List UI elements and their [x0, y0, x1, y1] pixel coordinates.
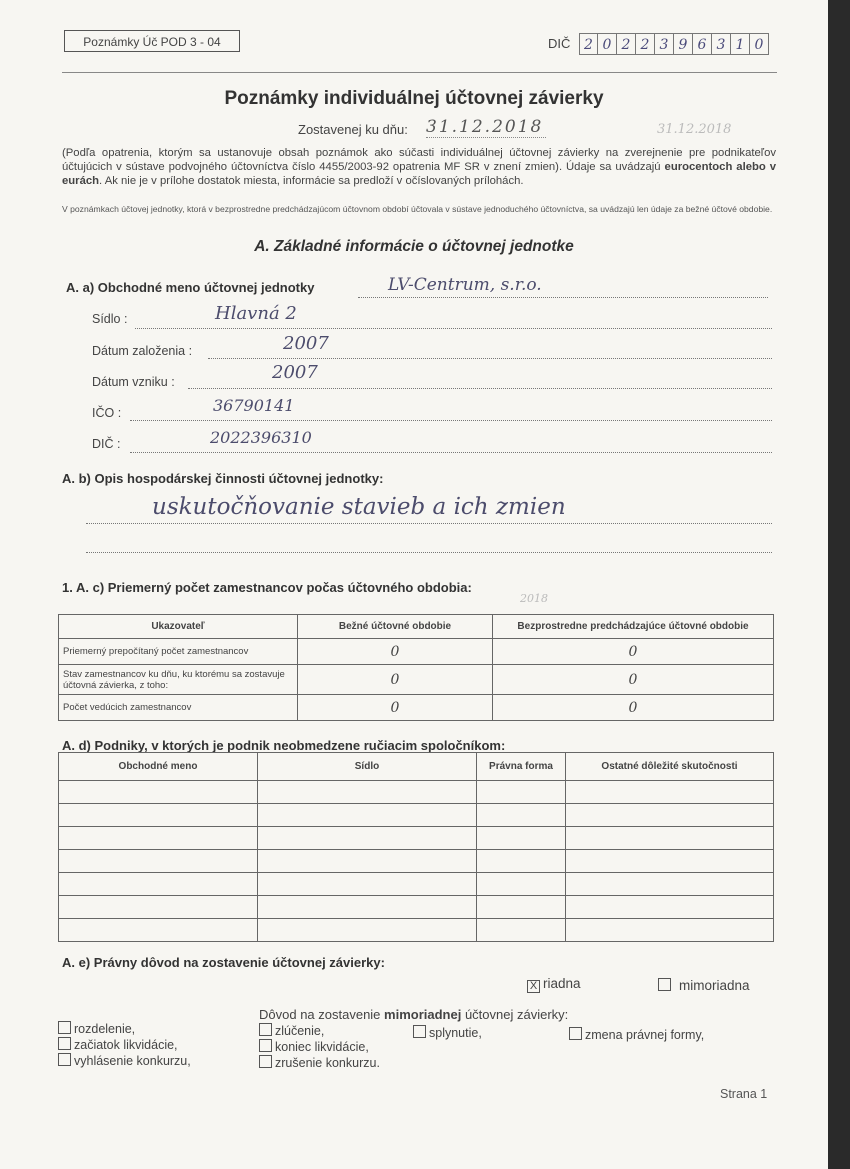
- option-extraordinary[interactable]: mimoriadna: [658, 978, 750, 993]
- dic-digit[interactable]: 2: [617, 33, 636, 55]
- field-value-founded[interactable]: 2007: [283, 333, 329, 354]
- checkbox[interactable]: [569, 1027, 582, 1040]
- row-label: Stav zamestnancov ku dňu, ku ktorému sa zostavuje účtovná závierka, z toho:: [59, 665, 298, 695]
- field-value-sidlo[interactable]: Hlavná 2: [215, 303, 297, 324]
- dic-digit[interactable]: 3: [712, 33, 731, 55]
- field-label-sidlo: Sídlo :: [92, 312, 128, 326]
- col-header: Bežné účtovné obdobie: [298, 615, 493, 639]
- form-code-box: Poznámky Úč POD 3 - 04: [64, 30, 240, 52]
- field-label-ico: IČO :: [92, 406, 122, 420]
- dic-digit[interactable]: 3: [655, 33, 674, 55]
- field-line: [130, 420, 772, 421]
- company-name-label: A. a) Obchodné meno účtovnej jednotky: [66, 280, 315, 295]
- option-zrusenie-konkurzu[interactable]: zrušenie konkurzu.: [259, 1055, 380, 1070]
- table-row[interactable]: [59, 781, 774, 804]
- field-value-ico[interactable]: 36790141: [213, 396, 295, 415]
- col-header: Právna forma: [477, 753, 566, 781]
- document-title: Poznámky individuálnej účtovnej závierky: [224, 88, 604, 109]
- compiled-label: Zostavenej ku dňu:: [298, 122, 408, 137]
- activity-label: A. b) Opis hospodárskej činnosti účtovnej jednotky:: [62, 471, 384, 486]
- table-row[interactable]: [59, 850, 774, 873]
- option-zmena-pravnej-formy[interactable]: zmena právnej formy,: [569, 1027, 704, 1042]
- dic-digit[interactable]: 2: [579, 33, 598, 55]
- checkbox[interactable]: [58, 1053, 71, 1066]
- activity-line-2: [86, 552, 772, 553]
- field-label-created: Dátum vzniku :: [92, 375, 175, 389]
- cell-current[interactable]: 0: [298, 665, 493, 695]
- table-row[interactable]: [59, 827, 774, 850]
- field-value-dic[interactable]: 2022396310: [210, 428, 312, 447]
- header-divider: [62, 72, 777, 73]
- partners-heading: A. d) Podniky, v ktorých je podnik neobmedzene ručiacim spoločníkom:: [62, 738, 506, 753]
- checkbox[interactable]: [413, 1025, 426, 1038]
- option-vyhlasenie-konkurzu[interactable]: vyhlásenie konkurzu,: [58, 1053, 191, 1068]
- option-splynutie[interactable]: splynutie,: [413, 1025, 482, 1040]
- dic-digit[interactable]: 6: [693, 33, 712, 55]
- cell-previous[interactable]: 0: [493, 639, 774, 665]
- option-zaciatok-likvidacie[interactable]: začiatok likvidácie,: [58, 1037, 178, 1052]
- intro-note: V poznámkach účtovej jednotky, ktorá v bezprostredne predchádzajúcom účtovnom období účtovala v sústave jednoduchého účtovníctva, sa uvádzajú len údaje za bežné účtové obdobie.: [62, 204, 773, 214]
- checkbox-extraordinary[interactable]: [658, 978, 671, 991]
- intro-paragraph: (Podľa opatrenia, ktorým sa ustanovuje obsah poznámok ako súčasti individuálnej účtovnej závierky na zverejnenie pre podnikateľov účtujúcich v sústave podvojného účtovníctva číslo 4455/2003-92 opatrenia MF SR v znení zmien). Údaje sa uvádzajú eurocentoch alebo v eurách. Ak nie je v prílohe dostatok miesta, informácie sa predloží v očíslovaných prílohách.: [62, 147, 777, 187]
- field-label-dic: DIČ :: [92, 437, 121, 451]
- cell-current[interactable]: 0: [298, 695, 493, 721]
- col-header: Ostatné dôležité skutočnosti: [566, 753, 774, 781]
- company-name-field[interactable]: LV-Centrum, s.r.o.: [388, 275, 542, 295]
- field-line: [135, 328, 772, 329]
- field-line: [208, 358, 772, 359]
- partners-table: [58, 752, 774, 942]
- checkbox[interactable]: [259, 1023, 272, 1036]
- employees-table: [58, 614, 774, 721]
- checkbox[interactable]: [58, 1037, 71, 1050]
- extraordinary-reason-title: Dôvod na zostavenie mimoriadnej účtovnej závierky:: [259, 1007, 569, 1022]
- row-label: Počet vedúcich zamestnancov: [59, 695, 298, 721]
- row-label: Priemerný prepočítaný počet zamestnancov: [59, 639, 298, 665]
- table-row[interactable]: [59, 804, 774, 827]
- reason-heading: A. e) Právny dôvod na zostavenie účtovnej závierky:: [62, 955, 385, 970]
- employees-heading: 1. A. c) Priemerný počet zamestnancov počas účtovného obdobia:: [62, 580, 472, 595]
- field-label-founded: Dátum založenia :: [92, 344, 193, 358]
- option-zlucenie[interactable]: zlúčenie,: [259, 1023, 324, 1038]
- checkbox[interactable]: [58, 1021, 71, 1034]
- col-header: Ukazovateľ: [59, 615, 298, 639]
- dic-digit[interactable]: 0: [598, 33, 617, 55]
- option-koniec-likvidacie[interactable]: koniec likvidácie,: [259, 1039, 369, 1054]
- option-rozdelenie[interactable]: rozdelenie,: [58, 1021, 135, 1036]
- checkbox[interactable]: [259, 1039, 272, 1052]
- dic-header-label: DIČ: [548, 36, 571, 51]
- company-name-line: [358, 297, 768, 298]
- dic-digit[interactable]: 0: [750, 33, 769, 55]
- compiled-date-field[interactable]: 31.12.2018: [426, 117, 546, 138]
- cell-current[interactable]: 0: [298, 639, 493, 665]
- faint-date-mark: 31.12.2018: [657, 122, 732, 137]
- activity-line: [86, 523, 772, 524]
- table-row: [59, 665, 774, 695]
- activity-field[interactable]: uskutočňovanie stavieb a ich zmien: [152, 494, 566, 520]
- dic-digit[interactable]: 1: [731, 33, 750, 55]
- table-row[interactable]: [59, 873, 774, 896]
- section-a-heading: A. Základné informácie o účtovnej jednotke: [254, 238, 574, 255]
- col-header: Bezprostredne predchádzajúce účtovné obdobie: [493, 615, 774, 639]
- cell-previous[interactable]: 0: [493, 695, 774, 721]
- table-row: [59, 695, 774, 721]
- col-header: Obchodné meno: [59, 753, 258, 781]
- field-line: [188, 388, 772, 389]
- field-value-created[interactable]: 2007: [272, 362, 318, 383]
- option-regular[interactable]: X riadna: [527, 976, 581, 993]
- checkbox[interactable]: [259, 1055, 272, 1068]
- dic-digit-boxes: [579, 33, 769, 55]
- table-row[interactable]: [59, 919, 774, 942]
- faint-year-mark: 2018: [520, 592, 548, 605]
- dic-digit[interactable]: 2: [636, 33, 655, 55]
- cell-previous[interactable]: 0: [493, 665, 774, 695]
- field-line: [130, 452, 772, 453]
- dic-digit[interactable]: 9: [674, 33, 693, 55]
- table-row[interactable]: [59, 896, 774, 919]
- checkbox-regular[interactable]: X: [527, 980, 540, 993]
- page-number: Strana 1: [720, 1087, 768, 1101]
- col-header: Sídlo: [258, 753, 477, 781]
- table-row: [59, 639, 774, 665]
